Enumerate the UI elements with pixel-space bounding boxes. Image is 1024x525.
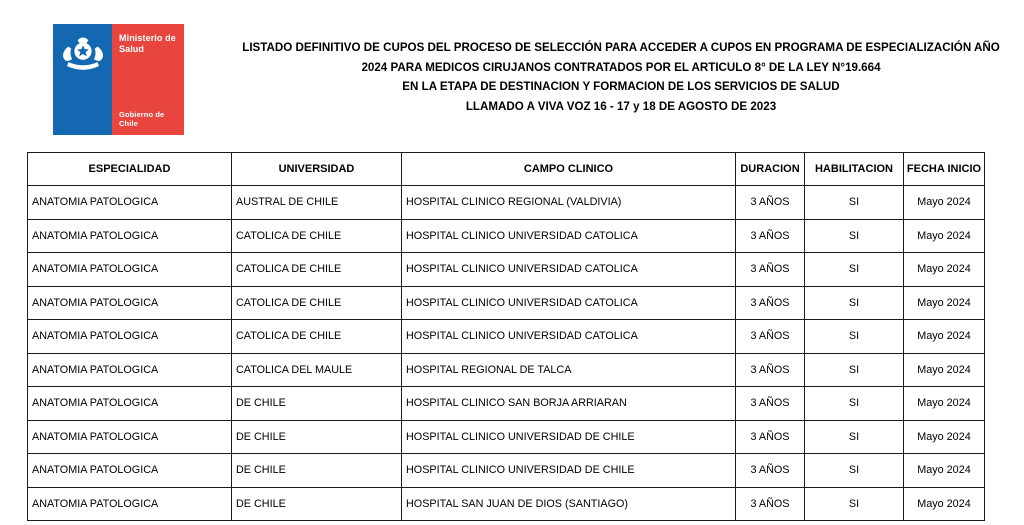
cupos-table (27, 152, 985, 521)
table-row (28, 353, 985, 387)
cell-fecha-inicio: Mayo 2024 (904, 487, 985, 521)
cell-fecha-inicio: Mayo 2024 (904, 353, 985, 387)
cell-habilitacion: SI (805, 454, 904, 488)
cell-campo-clinico: HOSPITAL CLINICO UNIVERSIDAD CATOLICA (402, 219, 736, 253)
table-header-row (28, 153, 985, 186)
cell-habilitacion: SI (805, 253, 904, 287)
cell-habilitacion: SI (805, 219, 904, 253)
cell-fecha-inicio: Mayo 2024 (904, 286, 985, 320)
cell-campo-clinico: HOSPITAL CLINICO UNIVERSIDAD DE CHILE (402, 454, 736, 488)
cell-habilitacion: SI (805, 286, 904, 320)
logo-ministry-line2: Salud (119, 43, 145, 54)
cell-fecha-inicio: Mayo 2024 (904, 253, 985, 287)
cell-fecha-inicio: Mayo 2024 (904, 219, 985, 253)
cell-campo-clinico: HOSPITAL CLINICO SAN BORJA ARRIARAN (402, 387, 736, 421)
cell-universidad: DE CHILE (232, 387, 402, 421)
cell-especialidad: ANATOMIA PATOLOGICA (28, 286, 232, 320)
cell-especialidad: ANATOMIA PATOLOGICA (28, 420, 232, 454)
cell-fecha-inicio: Mayo 2024 (904, 420, 985, 454)
coat-of-arms-icon (60, 33, 106, 73)
cell-habilitacion: SI (805, 320, 904, 354)
cell-universidad: AUSTRAL DE CHILE (232, 186, 402, 220)
cell-universidad: CATOLICA DEL MAULE (232, 353, 402, 387)
cell-duracion: 3 AÑOS (736, 320, 805, 354)
cell-fecha-inicio: Mayo 2024 (904, 454, 985, 488)
cell-universidad: DE CHILE (232, 487, 402, 521)
cell-fecha-inicio: Mayo 2024 (904, 387, 985, 421)
cell-duracion: 3 AÑOS (736, 186, 805, 220)
column-header-duracion: DURACION (736, 153, 805, 186)
logo-ministry-line1: Ministerio de (119, 33, 176, 43)
table-row (28, 387, 985, 421)
cell-universidad: CATOLICA DE CHILE (232, 253, 402, 287)
column-header-fecha-inicio: FECHA INICIO (904, 153, 985, 186)
cell-universidad: CATOLICA DE CHILE (232, 219, 402, 253)
column-header-universidad: UNIVERSIDAD (232, 153, 402, 186)
cell-especialidad: ANATOMIA PATOLOGICA (28, 487, 232, 521)
cell-campo-clinico: HOSPITAL CLINICO UNIVERSIDAD CATOLICA (402, 286, 736, 320)
logo-government-label: Gobierno de Chile (119, 110, 165, 128)
table-row (28, 219, 985, 253)
cell-especialidad: ANATOMIA PATOLOGICA (28, 253, 232, 287)
table-row (28, 320, 985, 354)
cell-duracion: 3 AÑOS (736, 286, 805, 320)
cell-campo-clinico: HOSPITAL CLINICO REGIONAL (VALDIVIA) (402, 186, 736, 220)
cell-universidad: CATOLICA DE CHILE (232, 320, 402, 354)
cell-fecha-inicio: Mayo 2024 (904, 186, 985, 220)
document-title (228, 38, 1014, 116)
cell-habilitacion: SI (805, 186, 904, 220)
column-header-campo-clinico: CAMPO CLINICO (402, 153, 736, 186)
table-row (28, 420, 985, 454)
cell-universidad: DE CHILE (232, 420, 402, 454)
cell-duracion: 3 AÑOS (736, 219, 805, 253)
cell-campo-clinico: HOSPITAL CLINICO UNIVERSIDAD CATOLICA (402, 320, 736, 354)
cell-especialidad: ANATOMIA PATOLOGICA (28, 454, 232, 488)
cell-duracion: 3 AÑOS (736, 487, 805, 521)
table-row (28, 454, 985, 488)
title-line-4: LLAMADO A VIVA VOZ 16 - 17 y 18 DE AGOSTO DE 2023 (465, 99, 777, 113)
column-header-habilitacion: HABILITACION (805, 153, 904, 186)
cell-universidad: CATOLICA DE CHILE (232, 286, 402, 320)
cell-especialidad: ANATOMIA PATOLOGICA (28, 353, 232, 387)
table-row (28, 286, 985, 320)
cell-campo-clinico: HOSPITAL CLINICO UNIVERSIDAD CATOLICA (402, 253, 736, 287)
cell-especialidad: ANATOMIA PATOLOGICA (28, 387, 232, 421)
title-line-2: 2024 PARA MEDICOS CIRUJANOS CONTRATADOS POR EL ARTICULO 8° DE LA LEY N°19.664 (361, 60, 881, 74)
cell-especialidad: ANATOMIA PATOLOGICA (28, 219, 232, 253)
cell-universidad: DE CHILE (232, 454, 402, 488)
title-line-3: EN LA ETAPA DE DESTINACION Y FORMACION DE LOS SERVICIOS DE SALUD (402, 80, 840, 93)
cell-duracion: 3 AÑOS (736, 253, 805, 287)
table-row (28, 487, 985, 521)
cell-campo-clinico: HOSPITAL CLINICO UNIVERSIDAD DE CHILE (402, 420, 736, 454)
cell-campo-clinico: HOSPITAL SAN JUAN DE DIOS (SANTIAGO) (402, 487, 736, 521)
cell-habilitacion: SI (805, 353, 904, 387)
column-header-especialidad: ESPECIALIDAD (28, 153, 232, 186)
cell-duracion: 3 AÑOS (736, 353, 805, 387)
cell-habilitacion: SI (805, 487, 904, 521)
cell-campo-clinico: HOSPITAL REGIONAL DE TALCA (402, 353, 736, 387)
cell-duracion: 3 AÑOS (736, 387, 805, 421)
logo-blue-panel (53, 24, 112, 135)
cell-habilitacion: SI (805, 387, 904, 421)
cell-habilitacion: SI (805, 420, 904, 454)
cell-duracion: 3 AÑOS (736, 454, 805, 488)
cell-duracion: 3 AÑOS (736, 420, 805, 454)
logo-ministry-name (119, 33, 176, 54)
ministry-logo (53, 24, 184, 135)
logo-red-panel (112, 24, 184, 135)
title-line-1: LISTADO DEFINITIVO DE CUPOS DEL PROCESO DE SELECCIÓN PARA ACCEDER A CUPOS EN PROGRAMA DE ESPECIALIZACIÓN AÑO (242, 41, 1000, 54)
cell-especialidad: ANATOMIA PATOLOGICA (28, 186, 232, 220)
cell-fecha-inicio: Mayo 2024 (904, 320, 985, 354)
cell-especialidad: ANATOMIA PATOLOGICA (28, 320, 232, 354)
table-row (28, 186, 985, 220)
table-row (28, 253, 985, 287)
